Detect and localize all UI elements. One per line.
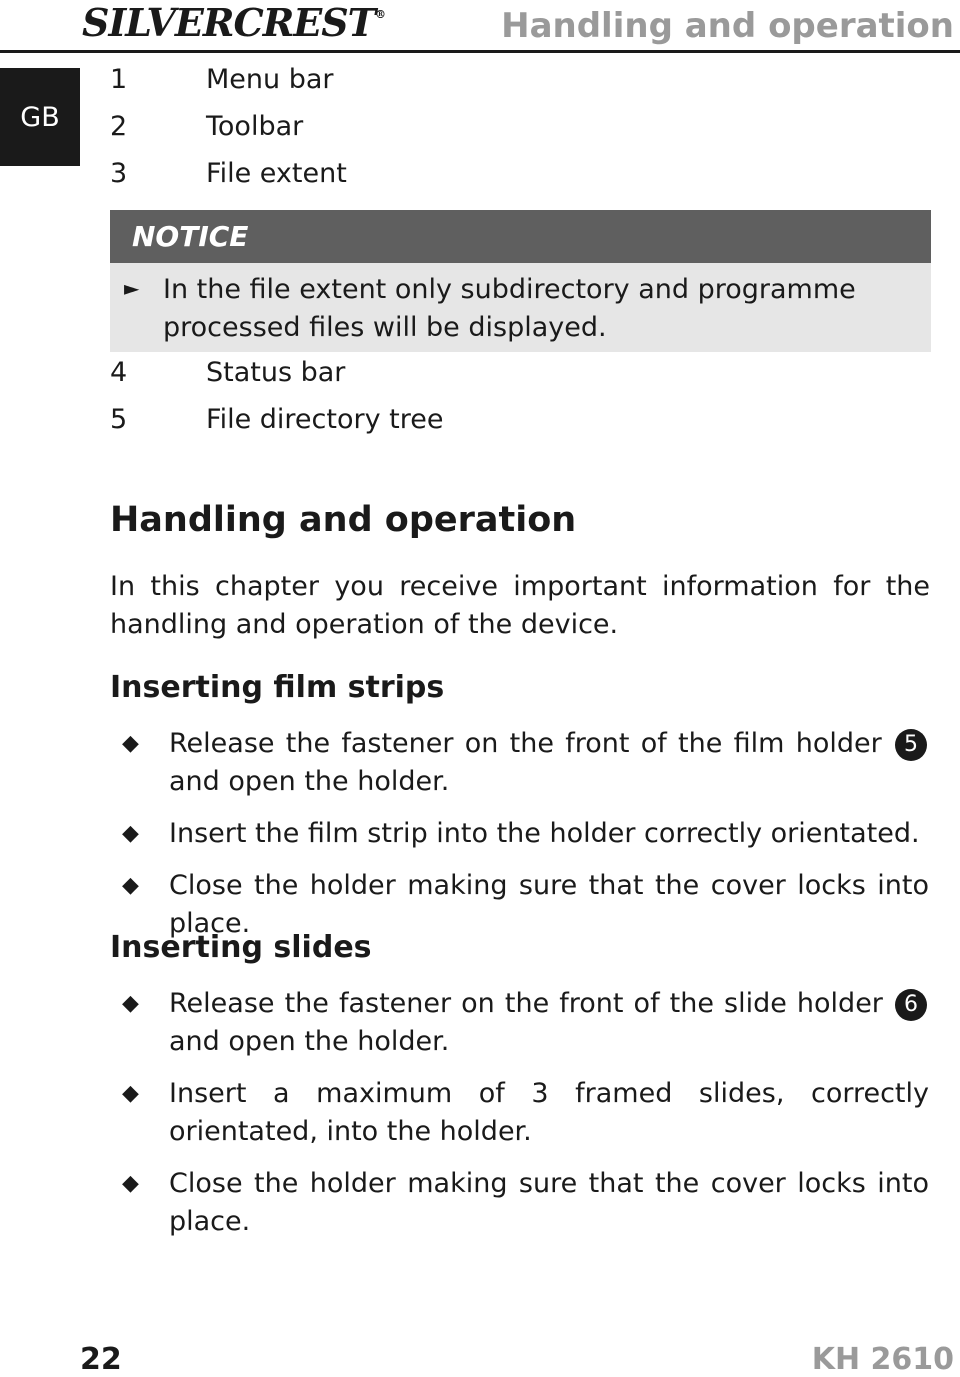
legend-number: 3 xyxy=(110,158,128,189)
legend-number: 1 xyxy=(110,64,128,95)
reference-number-badge: 6 xyxy=(895,989,927,1021)
legend-number: 5 xyxy=(110,404,128,435)
chapter-intro: In this chapter you receive important information for the handling and operation of the device. xyxy=(110,571,930,640)
legend-label: Status bar xyxy=(206,357,346,388)
diamond-bullet-icon: ◆ xyxy=(122,731,139,756)
diamond-bullet-icon: ◆ xyxy=(122,873,139,898)
list-item-text: Insert the film strip into the holder correctly orientated. xyxy=(169,818,920,849)
step-text: and open the holder. xyxy=(169,766,450,797)
reference-number-badge: 5 xyxy=(895,729,927,761)
diamond-bullet-icon: ◆ xyxy=(122,1171,139,1196)
list-item-text: Close the holder making sure that the cover locks into place. xyxy=(169,1168,929,1237)
brand-logo xyxy=(82,0,385,45)
legend-label: File extent xyxy=(206,158,347,189)
list-item-text: Close the holder making sure that the cover locks into place. xyxy=(169,870,929,939)
diamond-bullet-icon: ◆ xyxy=(122,1081,139,1106)
legend-label: File directory tree xyxy=(206,404,444,435)
legend-label: Toolbar xyxy=(206,111,304,142)
chapter-heading: Handling and operation xyxy=(110,500,577,540)
legend-item xyxy=(110,357,345,388)
legend-item xyxy=(110,64,334,95)
diamond-bullet-icon: ◆ xyxy=(122,991,139,1016)
legend-item xyxy=(110,111,303,142)
list-item-text xyxy=(169,725,929,801)
legend-label: Menu bar xyxy=(206,64,334,95)
list-item-text: Insert a maximum of 3 framed slides, correctly orientated, into the holder. xyxy=(169,1078,929,1147)
notice-box xyxy=(110,210,931,352)
list-item-text xyxy=(169,985,929,1061)
legend-number: 2 xyxy=(110,111,128,142)
diamond-bullet-icon: ◆ xyxy=(122,821,139,846)
notice-title: NOTICE xyxy=(132,220,249,253)
step-text: Release the fastener on the front of the slide holder xyxy=(169,988,883,1019)
notice-header xyxy=(110,210,931,263)
section-title: Handling and operation xyxy=(501,6,954,46)
language-tab: GB xyxy=(0,68,80,166)
triangle-right-icon: ► xyxy=(124,276,140,300)
step-text: Release the fastener on the front of the film holder xyxy=(169,728,882,759)
legend-number: 4 xyxy=(110,357,128,388)
model-number: KH 2610 xyxy=(811,1342,954,1377)
notice-text: In the file extent only subdirectory and programme processed files will be displayed. xyxy=(163,274,856,343)
film-strips-heading: Inserting film strips xyxy=(110,670,445,705)
registered-mark: ® xyxy=(374,8,385,21)
legend-item xyxy=(110,404,443,435)
brand-name: SILVERCREST xyxy=(82,0,375,45)
header-divider xyxy=(0,50,960,53)
slides-heading: Inserting slides xyxy=(110,930,372,965)
step-text: and open the holder. xyxy=(169,1026,450,1057)
legend-item xyxy=(110,158,347,189)
page-number: 22 xyxy=(80,1342,122,1377)
